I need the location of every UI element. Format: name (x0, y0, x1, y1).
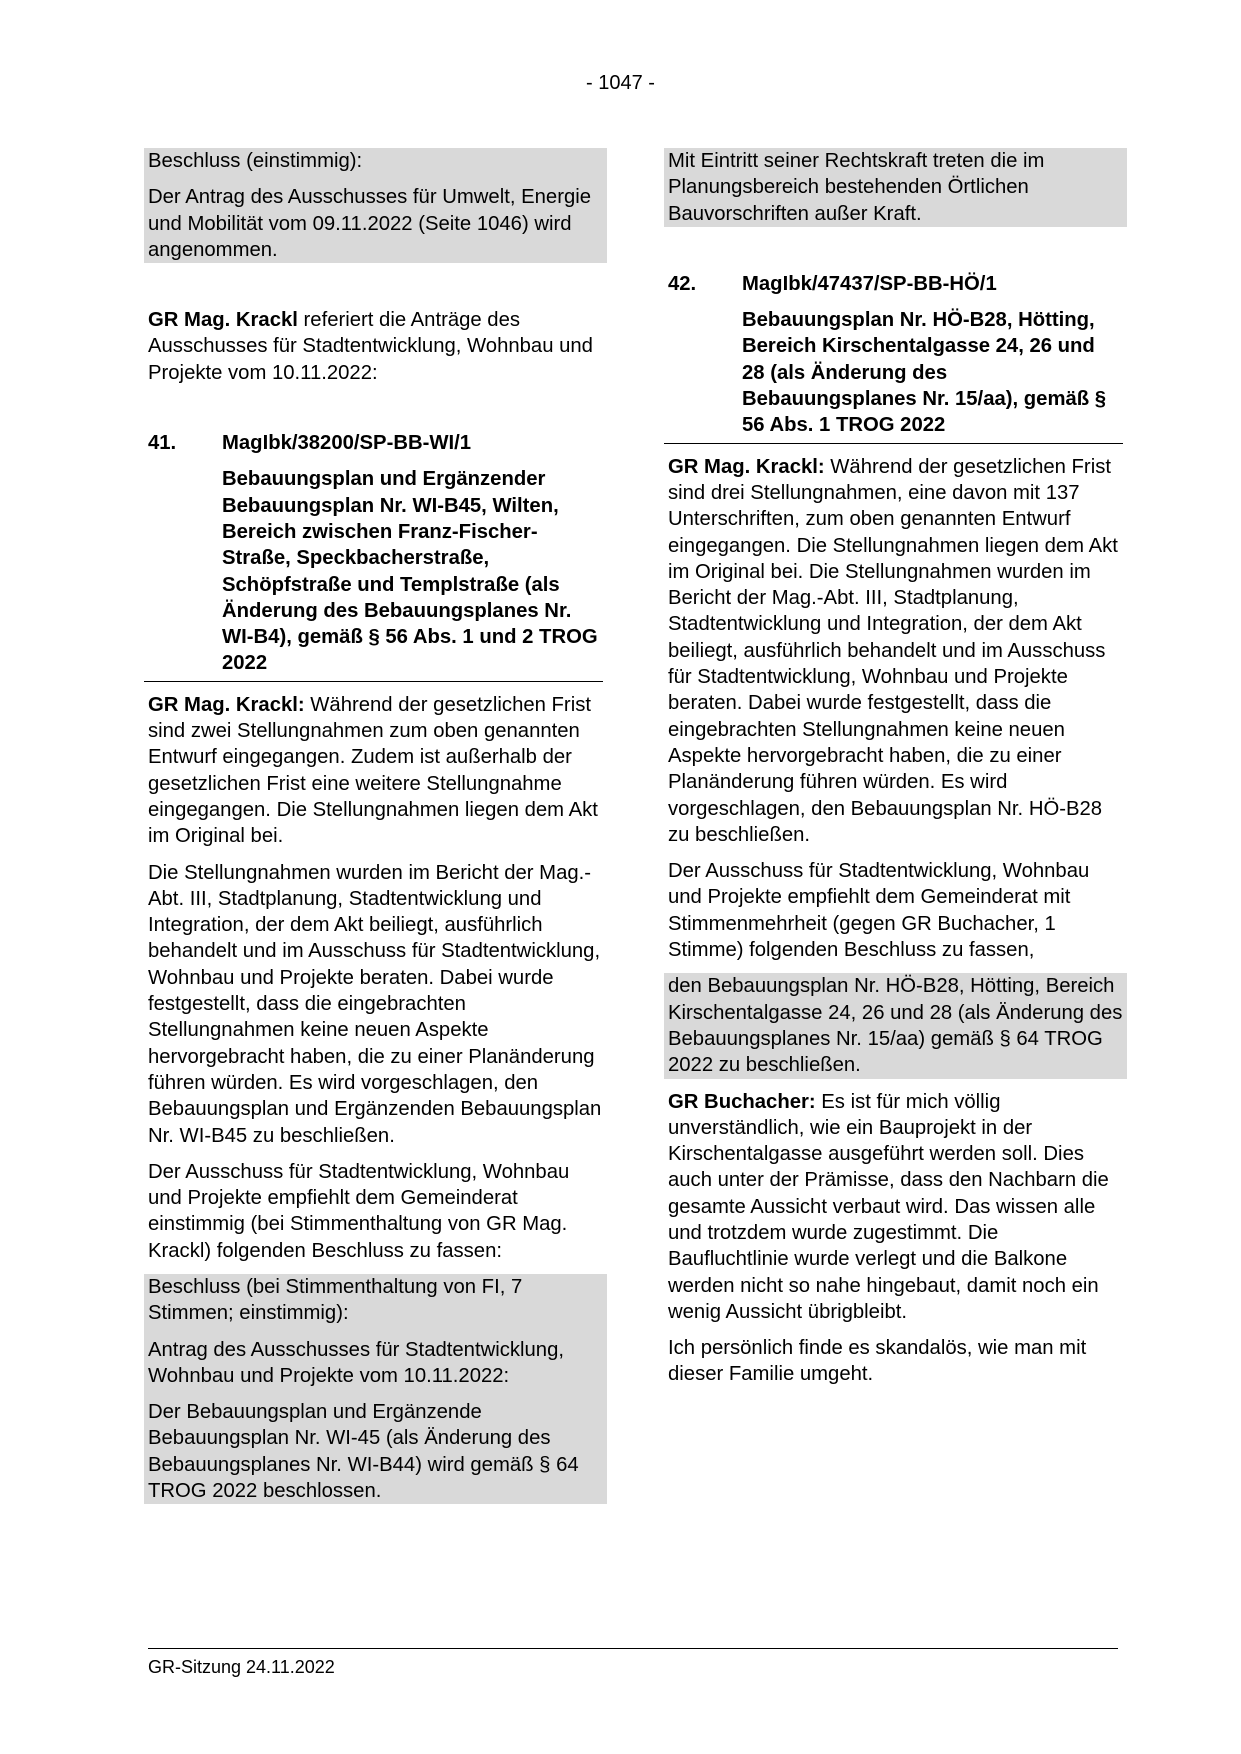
intro-text: referiert die Anträge des Ausschusses für Stadtentwicklung, Wohnbau und Projekte vom 10.11.2022: (148, 309, 593, 384)
footer-text: GR-Sitzung 24.11.2022 (148, 1657, 335, 1677)
agenda-item-number: 41. (148, 432, 177, 455)
statement-paragraph (668, 454, 1123, 848)
resolution-motion: Antrag des Ausschusses für Stadtentwicklung, Wohnbau und Projekte vom 10.11.2022: (148, 1338, 564, 1387)
statement-text: Während der gesetzlichen Frist sind zwei Stellungnahmen zum oben genannten Entwurf eingegangen. Zudem ist außerhalb der gesetzlichen Frist eine weitere Stellungnahme eingegangen. Die Stellungnahmen liegen dem Akt im Original bei. (148, 693, 598, 848)
speaker-name: GR Mag. Krackl (148, 309, 298, 332)
speaker-name: GR Mag. Krackl: (668, 455, 825, 478)
statement-text: Es ist für mich völlig unverständlich, wie ein Bauprojekt in der Kirschentalgasse ausgeführt werden soll. Dies auch unter der Prämisse, dass den Nachbarn die gesamte Aussicht verbaut wird. Das wissen alle und trotzdem wurde zugestimmt. Die Baufluchtlinie wurde verlegt und die Balkone werden nicht so nahe hingebaut, damit noch ein wenig Aussicht übrigbleibt. (668, 1090, 1109, 1323)
agenda-item-42 (668, 271, 1123, 444)
agenda-item-code: MagIbk/47437/SP-BB-HÖ/1 (742, 272, 997, 295)
closing-paragraph: Ich persönlich finde es skandalös, wie man mit dieser Familie umgeht. (668, 1337, 1087, 1386)
recommendation-paragraph: Der Ausschuss für Stadtentwicklung, Wohnbau und Projekte empfiehlt dem Gemeinderat einstimmig (bei Stimmenthaltung von GR Mag. Krackl) folgenden Beschluss zu fassen: (148, 1160, 570, 1262)
resolution-title: Beschluss (einstimmig): (148, 150, 363, 172)
resolution-box-2 (144, 1274, 607, 1504)
agenda-item-header (148, 430, 603, 456)
statement-text: Während der gesetzlichen Frist sind drei Stellungnahmen, eine davon mit 137 Unterschriften, zum oben genannten Entwurf eingegangen. Die Stellungnahmen liegen dem Akt im Original bei. Die Stellungnahmen wurden im Bericht der Mag.-Abt. III, Stadtplanung, Stadtentwicklung und Integration, der dem Akt beiliegt, ausführlich behandelt und im Ausschuss für Stadtentwicklung, Wohnbau und Projekte beraten. Dabei wurde festgestellt, dass die eingebrachten Stellungnahmen keine neuen Aspekte hervorgebracht haben, die zu einer Planänderung führen würden. Es wird vorgeschlagen, den Bebauungsplan Nr. HÖ-B28 zu beschließen. (668, 455, 1118, 846)
agenda-item-header (668, 271, 1123, 297)
intro-paragraph (148, 307, 603, 386)
page-number: - 1047 - (586, 72, 655, 94)
right-column (668, 148, 1123, 1388)
statement-paragraph (668, 1089, 1123, 1326)
agenda-item-title: Bebauungsplan und Ergänzender Bebauungsplan Nr. WI-B45, Wilten, Bereich zwischen Franz-Fischer-Straße, Speckbacherstraße, Schöpfstraße und Templstraße (als Änderung des Bebauungsplanes Nr. WI-B4), gemäß § 56 Abs. 1 und 2 TROG 2022 (222, 468, 598, 675)
resolution-text: den Bebauungsplan Nr. HÖ-B28, Hötting, Bereich Kirschentalgasse 24, 26 und 28 (als Änderung des Bebauungsplanes Nr. 15/aa) gemäß § 64 TROG 2022 zu beschließen. (668, 975, 1123, 1077)
shaded-note-text: Mit Eintritt seiner Rechtskraft treten die im Planungsbereich bestehenden Örtlichen Bauvorschriften außer Kraft. (668, 150, 1045, 225)
speaker-name: GR Buchacher: (668, 1090, 816, 1113)
resolution-text: Der Antrag des Ausschusses für Umwelt, Energie und Mobilität vom 09.11.2022 (Seite 1046) wird angenommen. (148, 186, 592, 261)
agenda-item-title: Bebauungsplan Nr. HÖ-B28, Hötting, Bereich Kirschentalgasse 24, 26 und 28 (als Änderung des Bebauungsplanes Nr. 15/aa), gemäß § 56 Abs. 1 TROG 2022 (742, 309, 1107, 437)
resolution-box-1 (144, 148, 607, 263)
left-column (148, 148, 603, 1504)
recommendation-paragraph: Der Ausschuss für Stadtentwicklung, Wohnbau und Projekte empfiehlt dem Gemeinderat mit Stimmenmehrheit (gegen GR Buchacher, 1 Stimme) folgenden Beschluss zu fassen, (668, 860, 1090, 962)
report-paragraph: Die Stellungnahmen wurden im Bericht der Mag.-Abt. III, Stadtplanung, Stadtentwicklung und Integration, der dem Akt beiliegt, ausführlich behandelt und im Ausschuss für Stadtentwicklung, Wohnbau und Projekte beraten. Dabei wurde festgestellt, dass die eingebrachten Stellungnahmen keine neuen Aspekte hervorgebracht haben, die zu einer Planänderung führen würden. Es wird vorgeschlagen, den Bebauungsplan und Ergänzenden Bebauungsplan Nr. WI-B45 zu beschließen. (148, 861, 602, 1147)
resolution-title: Beschluss (bei Stimmenthaltung von FI, 7 Stimmen; einstimmig): (148, 1275, 523, 1325)
shaded-note (664, 148, 1127, 227)
agenda-item-code: MagIbk/38200/SP-BB-WI/1 (222, 432, 472, 455)
speaker-name: GR Mag. Krackl: (148, 693, 305, 716)
resolution-box-3 (664, 973, 1127, 1078)
resolution-text: Der Bebauungsplan und Ergänzende Bebauungsplan Nr. WI-45 (als Änderung des Bebauungsplanes Nr. WI-B44) wird gemäß § 64 TROG 2022 beschlossen. (148, 1401, 579, 1503)
footer-divider (148, 1648, 1118, 1649)
agenda-item-41 (148, 430, 603, 682)
statement-paragraph (148, 692, 603, 850)
agenda-item-number: 42. (668, 272, 697, 295)
